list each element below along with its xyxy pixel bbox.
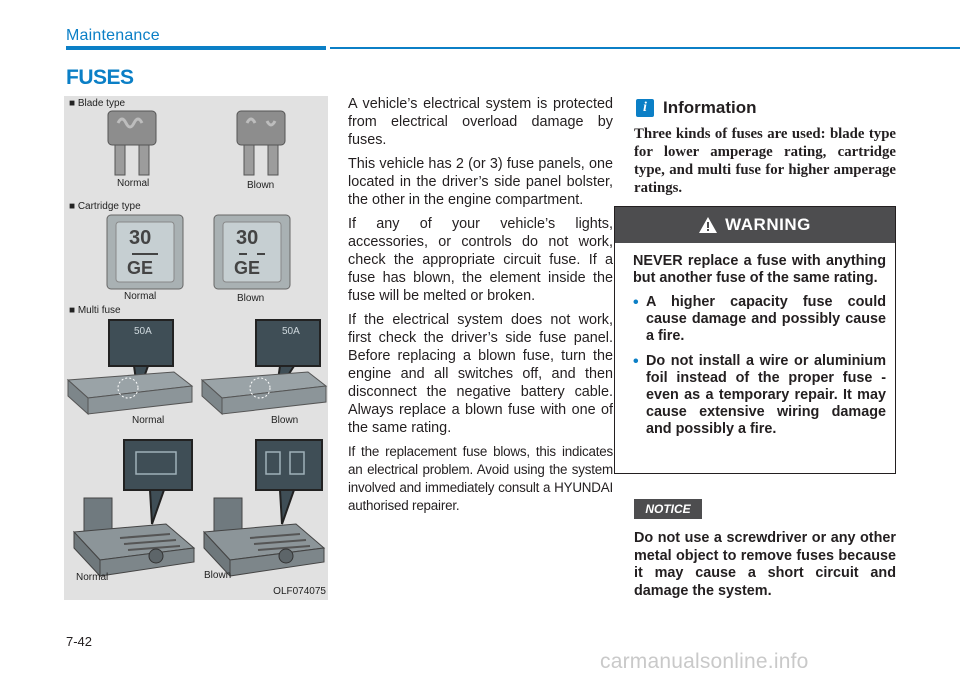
warning-item-text: A higher capacity fuse could cause damage and possibly cause a fire.	[646, 294, 886, 344]
multi-block-blown-caption: Blown	[204, 570, 232, 581]
cartridge-fuse-blown-icon	[213, 214, 291, 290]
information-title: Information	[663, 98, 757, 117]
warning-header	[615, 207, 895, 243]
header-rule-thin	[330, 47, 960, 49]
body-paragraph-2: This vehicle has 2 (or 3) fuse panels, one located in the driver’s side panel bolster, the other in the engine compartment.	[348, 156, 613, 208]
bullet-icon: •	[633, 294, 639, 311]
multi-strip-blown-caption: Blown	[271, 415, 299, 426]
warning-box	[614, 206, 896, 474]
warning-triangle-icon	[699, 217, 717, 233]
multi-fuse-block-blown-icon	[200, 438, 328, 578]
cartridge-normal-caption: Normal	[124, 291, 157, 302]
body-text	[348, 95, 613, 521]
warning-item-2	[633, 353, 886, 438]
body-paragraph-5: If the replacement fuse blows, this indicates an electrical problem. Avoid using the system involved and immediately consult a HYUNDAI authorised repairer.	[348, 444, 613, 513]
body-paragraph-1: A vehicle’s electrical system is protected from electrical overload damage by fuses.	[348, 96, 613, 148]
cartridge-blown-rating: 30	[236, 227, 259, 249]
multi-block-normal-caption: Normal	[76, 572, 109, 583]
notice-text: Do not use a screwdriver or any other metal object to remove fuses because it may cause a short circuit and damage the system.	[634, 530, 896, 599]
multi-blown-rating: 50A	[282, 326, 300, 337]
svg-text:GE: GE	[234, 258, 261, 278]
cartridge-fuse-normal-icon	[106, 214, 184, 290]
information-icon: i	[636, 99, 654, 117]
blade-type-label: ■ Blade type	[69, 98, 126, 109]
figure-code: OLF074075	[273, 586, 326, 597]
blade-fuse-blown-icon	[235, 109, 287, 179]
body-paragraph-3: If any of your vehicle’s lights, accessories, or controls do not work, check the appropriate circuit fuse. If a fuse has blown, the element inside the fuse will be melted or broken.	[348, 216, 613, 304]
page-number: 7-42	[66, 634, 93, 649]
multi-fuse-block-normal-icon	[70, 438, 198, 578]
page-heading: FUSES	[66, 66, 134, 89]
cartridge-blown-caption: Blown	[237, 293, 265, 304]
cartridge-normal-rating: 30	[129, 227, 152, 249]
notice-badge: NOTICE	[634, 499, 702, 519]
warning-item-text: Do not install a wire or aluminium foil instead of the proper fuse - even as a temporary repair. It may cause extensive wiring damage and possibly a fire.	[646, 353, 886, 437]
multi-normal-rating: 50A	[134, 326, 152, 337]
warning-title: WARNING	[725, 215, 811, 234]
warning-intro: NEVER replace a fuse with anything but another fuse of the same rating.	[633, 253, 886, 286]
blade-blown-caption: Blown	[247, 180, 275, 191]
information-header	[636, 98, 757, 118]
body-paragraph-4: If the electrical system does not work, first check the driver’s side fuse panel. Before replacing a blown fuse, turn the engine and all switches off, and then disconnect the negative battery cable. Always replace a blown fuse with one of the same rating.	[348, 312, 613, 436]
watermark: carmanualsonline.info	[600, 650, 809, 673]
section-title: Maintenance	[66, 27, 160, 44]
multi-strip-normal-caption: Normal	[132, 415, 165, 426]
multi-fuse-strip-normal-icon	[64, 318, 196, 416]
blade-normal-caption: Normal	[117, 178, 150, 189]
cartridge-type-label: ■ Cartridge type	[69, 201, 141, 212]
bullet-icon: •	[633, 353, 639, 370]
warning-item-1	[633, 294, 886, 345]
fuse-figure	[64, 96, 328, 600]
information-text: Three kinds of fuses are used: blade type for lower amperage rating, cartridge type, and multi fuse for higher amperage ratings.	[634, 126, 896, 196]
blade-fuse-normal-icon	[106, 109, 158, 179]
multi-fuse-strip-blown-icon	[198, 318, 328, 416]
header-rule-thick	[66, 46, 326, 50]
multi-fuse-label: ■ Multi fuse	[69, 305, 121, 316]
svg-text:GE: GE	[127, 258, 154, 278]
warning-body	[615, 243, 895, 438]
